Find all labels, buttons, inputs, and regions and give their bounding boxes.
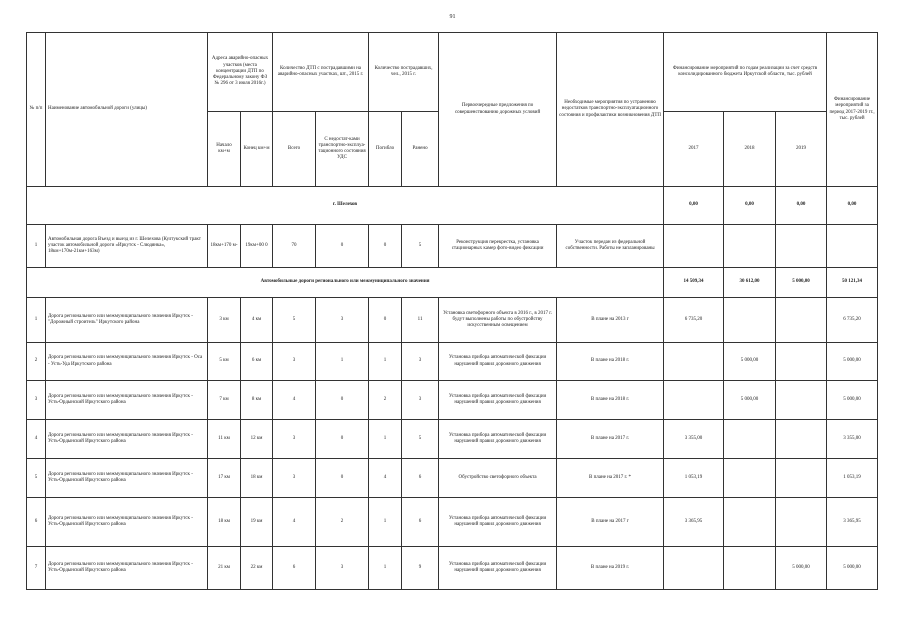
header-victims: Количество пострадавших, чел., 2015 г. [369, 33, 439, 112]
cell-defects: 0 [316, 225, 369, 268]
cell-2017: 1 053,19 [664, 459, 724, 498]
cell-num: 3 [27, 381, 46, 420]
cell-2017 [664, 381, 724, 420]
cell-measure: В плане на 2017 г. * [557, 459, 664, 498]
cell-injured: 3 [402, 343, 439, 381]
table-row [27, 381, 878, 420]
section-value-2019: 5 000,00 [776, 268, 827, 298]
cell-2019 [776, 381, 827, 420]
cell-road-name: Дорога регионального или межмуниципального значения Иркутск - Оса - Усть-Уда Иркутского района [46, 343, 208, 381]
header-end: Конец км+м [241, 112, 273, 187]
cell-killed: 1 [369, 498, 402, 547]
cell-sum: 3 355,00 [827, 420, 878, 459]
header-financing: Финансирование мероприятий по годам реализации за счет средств консолидированного бюджета Иркутской области, тыс. рублей [664, 33, 827, 112]
cell-measure: В плане на 2013 г [557, 298, 664, 343]
cell-killed: 1 [369, 547, 402, 590]
cell-2017: 3 365,95 [664, 498, 724, 547]
section-value-2017: 14 509,34 [664, 268, 724, 298]
cell-start: 18км+170 м- [208, 225, 241, 268]
cell-num: 4 [27, 420, 46, 459]
cell-killed: 2 [369, 381, 402, 420]
cell-injured: 11 [402, 298, 439, 343]
cell-start: 11 км [208, 420, 241, 459]
cell-proposal: Установка прибора автоматической фиксации нарушений правил дорожного движения [439, 547, 557, 590]
cell-2017: 3 355,00 [664, 420, 724, 459]
cell-proposal: Реконструкция перекрестка, установка стационарных камер фото-видео фиксации [439, 225, 557, 268]
cell-road-name: Дорога регионального или межмуниципального значения Иркутск - Усть-Ордынский Иркутского района [46, 459, 208, 498]
cell-2019 [776, 459, 827, 498]
cell-measure: В плане на 2017 г. [557, 420, 664, 459]
cell-proposal: Установка светофорного объекта в 2016 г., в 2017 г. будут выполнены работы по обустройству искусственным освещением [439, 298, 557, 343]
table-row [27, 420, 878, 459]
cell-2019 [776, 343, 827, 381]
cell-start: 17 км [208, 459, 241, 498]
header-year-2019: 2019 [776, 112, 827, 187]
road-safety-table [26, 32, 878, 590]
table-row [27, 225, 878, 268]
header-address: Адреса аварийно-опасных участков (места концентрации ДТП по Федеральному закону ФЗ № 296 от 3 июля 2016г.) [208, 33, 273, 112]
cell-total: 3 [273, 343, 316, 381]
cell-2018 [724, 225, 776, 268]
table-row [27, 547, 878, 590]
header-proposals: Первоочередные предложения по совершенствованию дорожных условий [439, 33, 557, 187]
cell-road-name: Дорога регионального или межмуниципального значения Иркутск - Усть-Ордынский Иркутского района [46, 547, 208, 590]
cell-2018 [724, 547, 776, 590]
cell-proposal: Установка прибора автоматической фиксации нарушений правил дорожного движения [439, 343, 557, 381]
cell-injured: 6 [402, 498, 439, 547]
cell-end: 18 км [241, 459, 273, 498]
cell-2017: 6 735,20 [664, 298, 724, 343]
cell-end: 22 км [241, 547, 273, 590]
cell-2018: 5 000,00 [724, 343, 776, 381]
section-row-shelekhov [27, 187, 878, 225]
cell-defects: 2 [316, 498, 369, 547]
cell-start: 3 км [208, 298, 241, 343]
header-num: № п/п [27, 33, 46, 187]
cell-sum: 5 000,00 [827, 547, 878, 590]
cell-num: 1 [27, 225, 46, 268]
cell-start: 7 км [208, 381, 241, 420]
page-number: 91 [449, 14, 456, 20]
section-value-2017: 0,00 [664, 187, 724, 225]
header-start: Начало км+м [208, 112, 241, 187]
cell-num: 6 [27, 498, 46, 547]
cell-2018: 5 000,00 [724, 381, 776, 420]
cell-2017 [664, 343, 724, 381]
cell-total: 3 [273, 420, 316, 459]
cell-2018 [724, 298, 776, 343]
cell-num: 5 [27, 459, 46, 498]
cell-end: 8 км [241, 381, 273, 420]
header-with-defects: С недостат-ками транспортно-эксплуа-тационного состояния УДС [316, 112, 369, 187]
cell-measure: В плане на 2017 г [557, 498, 664, 547]
cell-end: 19 км [241, 498, 273, 547]
section-value-total: 0,00 [827, 187, 878, 225]
header-year-2017: 2017 [664, 112, 724, 187]
cell-proposal: Обустройство светофорного объекта [439, 459, 557, 498]
section-value-2018: 0,00 [724, 187, 776, 225]
cell-end: 19км+00 0 [241, 225, 273, 268]
cell-measure: Участок передан из федеральной собственности. Работы не запланированы [557, 225, 664, 268]
cell-2019: 5 000,00 [776, 547, 827, 590]
cell-start: 21 км [208, 547, 241, 590]
cell-defects: 0 [316, 381, 369, 420]
table-row [27, 459, 878, 498]
cell-defects: 1 [316, 343, 369, 381]
cell-defects: 0 [316, 420, 369, 459]
cell-num: 2 [27, 343, 46, 381]
cell-total: 5 [273, 298, 316, 343]
cell-measure: В плане на 2019 г. [557, 547, 664, 590]
header-row-1 [27, 33, 878, 112]
cell-road-name: Дорога регионального или межмуниципального значения Иркутск - Усть-Ордынский Иркутского района [46, 381, 208, 420]
cell-injured: 5 [402, 225, 439, 268]
cell-killed: 0 [369, 298, 402, 343]
cell-2017 [664, 225, 724, 268]
cell-num: 7 [27, 547, 46, 590]
cell-injured: 6 [402, 459, 439, 498]
cell-injured: 3 [402, 381, 439, 420]
section-row-regional [27, 268, 878, 298]
cell-killed: 1 [369, 420, 402, 459]
cell-total: 4 [273, 498, 316, 547]
table-row [27, 498, 878, 547]
cell-2019 [776, 298, 827, 343]
cell-road-name: Дорога регионального или межмуниципального значения Иркутск - Усть-Ордынский Иркутского района [46, 420, 208, 459]
section-title: г. Шелехов [27, 187, 664, 225]
cell-2018 [724, 459, 776, 498]
section-title: Автомобильные дороги регионального или межмуниципального значения [27, 268, 664, 298]
cell-2019 [776, 498, 827, 547]
cell-injured: 5 [402, 420, 439, 459]
cell-road-name: Дорога регионального или межмуниципального значения Иркутск - Усть-Ордынский Иркутского района [46, 498, 208, 547]
cell-measure: В плане на 2018 г. [557, 381, 664, 420]
cell-sum: 5 000,00 [827, 381, 878, 420]
cell-killed: 4 [369, 459, 402, 498]
cell-road-name: Автомобильная дорога Въезд и выезд из г. Шелехова (Култукский тракт участок автомобильной дороги «Иркутск - Слюдянка», 18км+170м-21км+163м) [46, 225, 208, 268]
header-measures: Необходимые мероприятия по устранению недостатков транспортно-эксплуатационного состояния и профилактики возникновения ДТП [557, 33, 664, 187]
cell-sum: 1 053,19 [827, 459, 878, 498]
cell-2018 [724, 498, 776, 547]
cell-start: 5 км [208, 343, 241, 381]
cell-total: 3 [273, 459, 316, 498]
cell-2017 [664, 547, 724, 590]
header-year-2018: 2018 [724, 112, 776, 187]
cell-measure: В плане на 2018 г. [557, 343, 664, 381]
cell-end: 6 км [241, 343, 273, 381]
header-killed: Погибло [369, 112, 402, 187]
cell-killed: 1 [369, 343, 402, 381]
table-row [27, 298, 878, 343]
cell-total: 4 [273, 381, 316, 420]
cell-sum: 5 000,00 [827, 343, 878, 381]
table-row [27, 343, 878, 381]
cell-total: 6 [273, 547, 316, 590]
cell-proposal: Установка прибора автоматической фиксации нарушений правил дорожного движения [439, 498, 557, 547]
cell-killed: 0 [369, 225, 402, 268]
cell-sum: 3 365,95 [827, 498, 878, 547]
cell-proposal: Установка прибора автоматической фиксации нарушений правил дорожного движения [439, 381, 557, 420]
header-financing-total: Финансирование мероприятий за период 2017-2019 гг., тыс. рублей [827, 33, 878, 187]
cell-num: 1 [27, 298, 46, 343]
header-injured: Ранено [402, 112, 439, 187]
cell-2018 [724, 420, 776, 459]
cell-defects: 3 [316, 298, 369, 343]
cell-sum [827, 225, 878, 268]
cell-2019 [776, 225, 827, 268]
cell-defects: 0 [316, 459, 369, 498]
cell-2019 [776, 420, 827, 459]
cell-end: 4 км [241, 298, 273, 343]
header-accidents: Количество ДТП с пострадавшими на аварийно-опасных участках, шт., 2015 г. [273, 33, 369, 112]
section-value-total: 50 121,34 [827, 268, 878, 298]
section-value-2018: 30 612,00 [724, 268, 776, 298]
header-road-name: Наименование автомобильной дороги (улицы) [46, 33, 208, 187]
cell-end: 12 км [241, 420, 273, 459]
cell-road-name: Дорога регионального или межмуниципального значения Иркутск - "Дорожный строитель" Иркутского района [46, 298, 208, 343]
cell-proposal: Установка прибора автоматической фиксации нарушений правил дорожного движения [439, 420, 557, 459]
header-total: Всего [273, 112, 316, 187]
cell-start: 18 км [208, 498, 241, 547]
cell-injured: 9 [402, 547, 439, 590]
cell-defects: 3 [316, 547, 369, 590]
cell-sum: 6 735,20 [827, 298, 878, 343]
cell-total: 70 [273, 225, 316, 268]
section-value-2019: 0,00 [776, 187, 827, 225]
